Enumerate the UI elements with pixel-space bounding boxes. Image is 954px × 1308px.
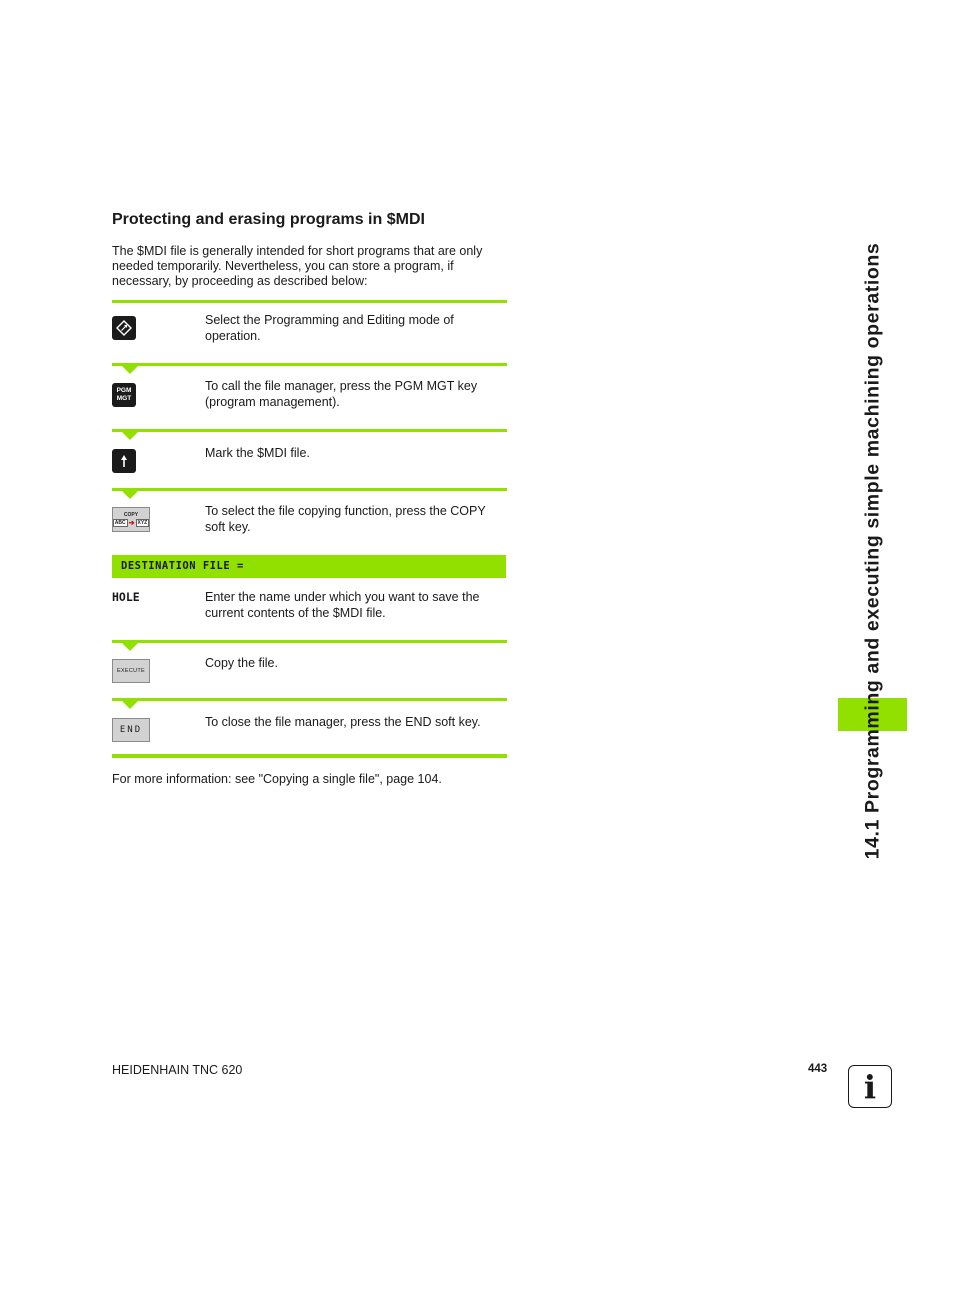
- step-text: To close the file manager, press the END soft key.: [205, 715, 481, 729]
- programming-mode-key[interactable]: [112, 316, 136, 340]
- separator-line: [112, 754, 507, 758]
- down-arrow-icon: [122, 491, 138, 499]
- step-text: Select the Programming and Editing mode of operation.: [205, 313, 454, 343]
- key-label: PGM: [116, 387, 132, 394]
- down-arrow-icon: [122, 701, 138, 709]
- info-icon: i: [848, 1065, 892, 1108]
- separator-line: [112, 698, 507, 701]
- key-label: ABC: [114, 520, 126, 526]
- separator-line: [112, 429, 507, 432]
- key-label: XYZ: [137, 520, 148, 526]
- step-text: To select the file copying function, press the COPY soft key.: [205, 504, 486, 534]
- copy-file-icon: [113, 519, 149, 527]
- separator-line: [112, 488, 507, 491]
- arrow-up-icon: [119, 454, 129, 468]
- key-label: MGT: [116, 395, 132, 402]
- page-number: 443: [808, 1063, 828, 1075]
- step-text: To call the file manager, press the PGM MGT key (program management).: [205, 379, 478, 409]
- key-label: COPY: [123, 512, 139, 518]
- execute-soft-key[interactable]: EXECUTE: [112, 659, 150, 683]
- chapter-side-title: 14.1 Programming and executing simple machining operations: [861, 242, 884, 860]
- end-soft-key[interactable]: END: [112, 718, 150, 742]
- step-text: Mark the $MDI file.: [205, 446, 310, 460]
- step-text: Enter the name under which you want to save the current contents of the $MDI file.: [205, 590, 480, 620]
- copy-soft-key[interactable]: [112, 507, 150, 532]
- separator-line: [112, 363, 507, 366]
- down-arrow-icon: [122, 432, 138, 440]
- step-text: Copy the file.: [205, 656, 278, 670]
- pgm-mgt-key[interactable]: [112, 383, 136, 407]
- destination-file-prompt: DESTINATION FILE =: [112, 555, 506, 578]
- section-title: Protecting and erasing programs in $MDI: [112, 211, 425, 228]
- separator-line: [112, 640, 507, 643]
- more-info-text: For more information: see "Copying a single file", page 104.: [112, 772, 442, 786]
- separator-line: [112, 300, 507, 303]
- arrow-right-icon: ➔: [128, 520, 135, 527]
- programming-diamond-icon: [116, 320, 132, 336]
- down-arrow-icon: [122, 643, 138, 651]
- file-name-input-value: HOLE: [112, 590, 140, 604]
- arrow-up-key[interactable]: [112, 449, 136, 473]
- footer-product: HEIDENHAIN TNC 620: [112, 1063, 243, 1077]
- down-arrow-icon: [122, 366, 138, 374]
- intro-text: The $MDI file is generally intended for short programs that are only needed temporarily. Nevertheless, you can store a program, if necessary, by proceeding as described below:: [112, 244, 483, 288]
